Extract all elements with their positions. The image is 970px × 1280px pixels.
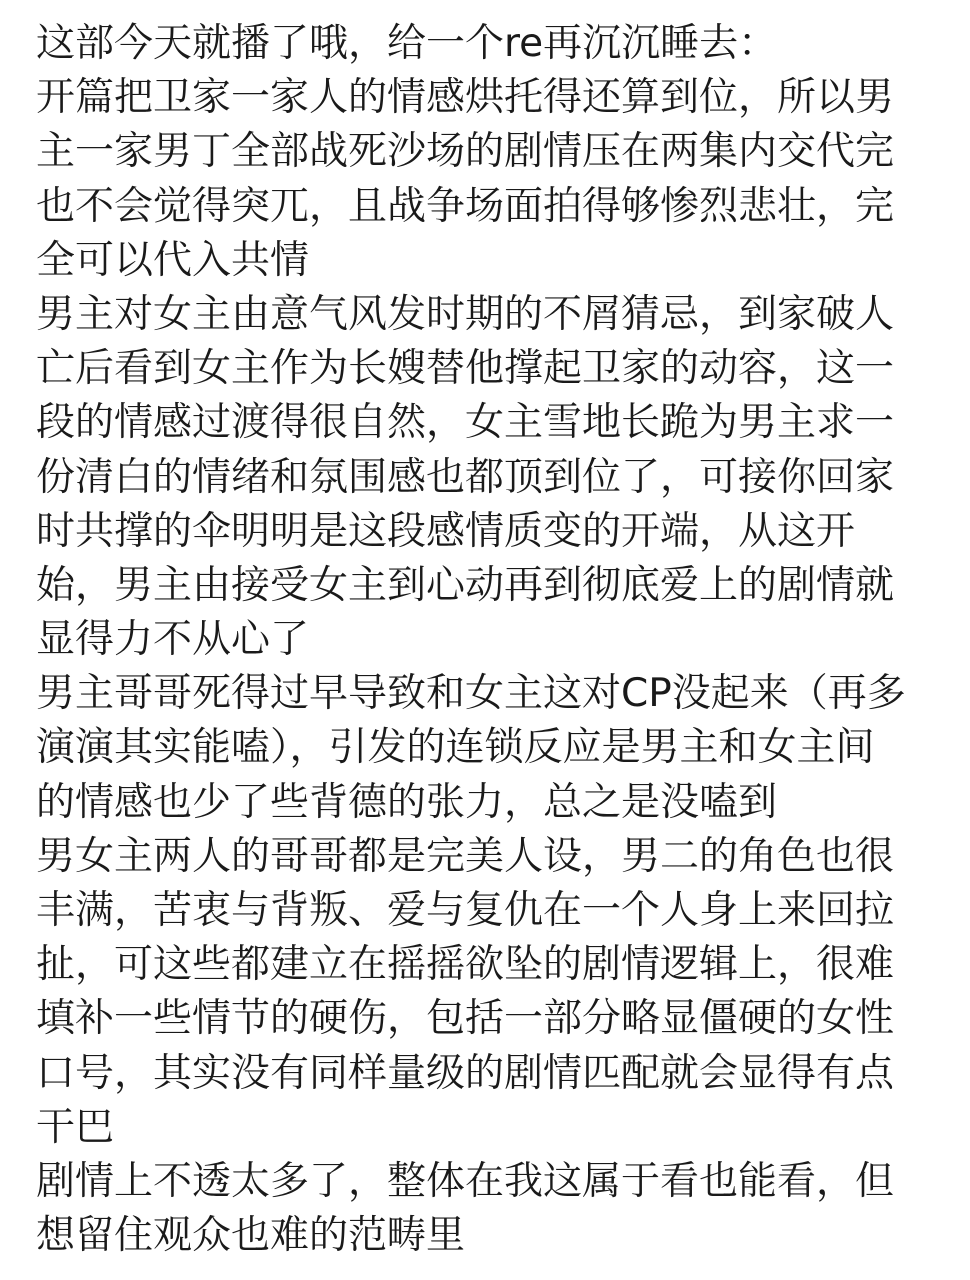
- text-line: 男主哥哥死得过早导致和女主这对CP没起来（再多: [36, 671, 906, 717]
- text-line: 份清白的情绪和氛围感也都顶到位了，可接你回家: [36, 454, 895, 500]
- text-line: 干巴: [36, 1104, 115, 1150]
- text-line: 的情感也少了些背德的张力，总之是没嗑到: [36, 779, 778, 825]
- text-line: 填补一些情节的硬伤，包括一部分略显僵硬的女性: [36, 996, 895, 1042]
- text-line: 段的情感过渡得很自然，女主雪地长跪为男主求一: [36, 400, 895, 446]
- text-line: 主一家男丁全部战死沙场的剧情压在两集内交代完: [36, 129, 895, 175]
- text-line: 想留住观众也难的范畴里: [36, 1213, 466, 1259]
- text-line: 开篇把卫家一家人的情感烘托得还算到位，所以男: [36, 75, 895, 121]
- text-line: 全可以代入共情: [36, 237, 310, 283]
- text-line: 显得力不从心了: [36, 617, 310, 663]
- text-line: 时共撑的伞明明是这段感情质变的开端，从这开: [36, 508, 856, 554]
- text-line: 丰满，苦衷与背叛、爱与复仇在一个人身上来回拉: [36, 888, 895, 933]
- text-line: 始，男主由接受女主到心动再到彻底爱上的剧情就: [36, 562, 895, 608]
- text-line: 剧情上不透太多了，整体在我这属于看也能看，但: [36, 1158, 895, 1204]
- text-line: 扯，可这些都建立在摇摇欲坠的剧情逻辑上，很难: [36, 942, 895, 988]
- text-line: 亡后看到女主作为长嫂替他撑起卫家的动容，这一: [36, 346, 895, 392]
- text-line: 男主对女主由意气风发时期的不屑猜忌，到家破人: [36, 291, 895, 337]
- text-line: 口号，其实没有同样量级的剧情匹配就会显得有点: [36, 1050, 895, 1096]
- text-line: 这部今天就播了哦，给一个re再沉沉睡去：: [36, 21, 778, 66]
- text-line: 演演其实能嗑），引发的连锁反应是男主和女主间: [36, 725, 875, 771]
- text-line: 也不会觉得突兀，且战争场面拍得够惨烈悲壮，完: [36, 183, 895, 229]
- post-body: [36, 17, 956, 1263]
- text-line: 男女主两人的哥哥都是完美人设，男二的角色也很: [36, 833, 895, 879]
